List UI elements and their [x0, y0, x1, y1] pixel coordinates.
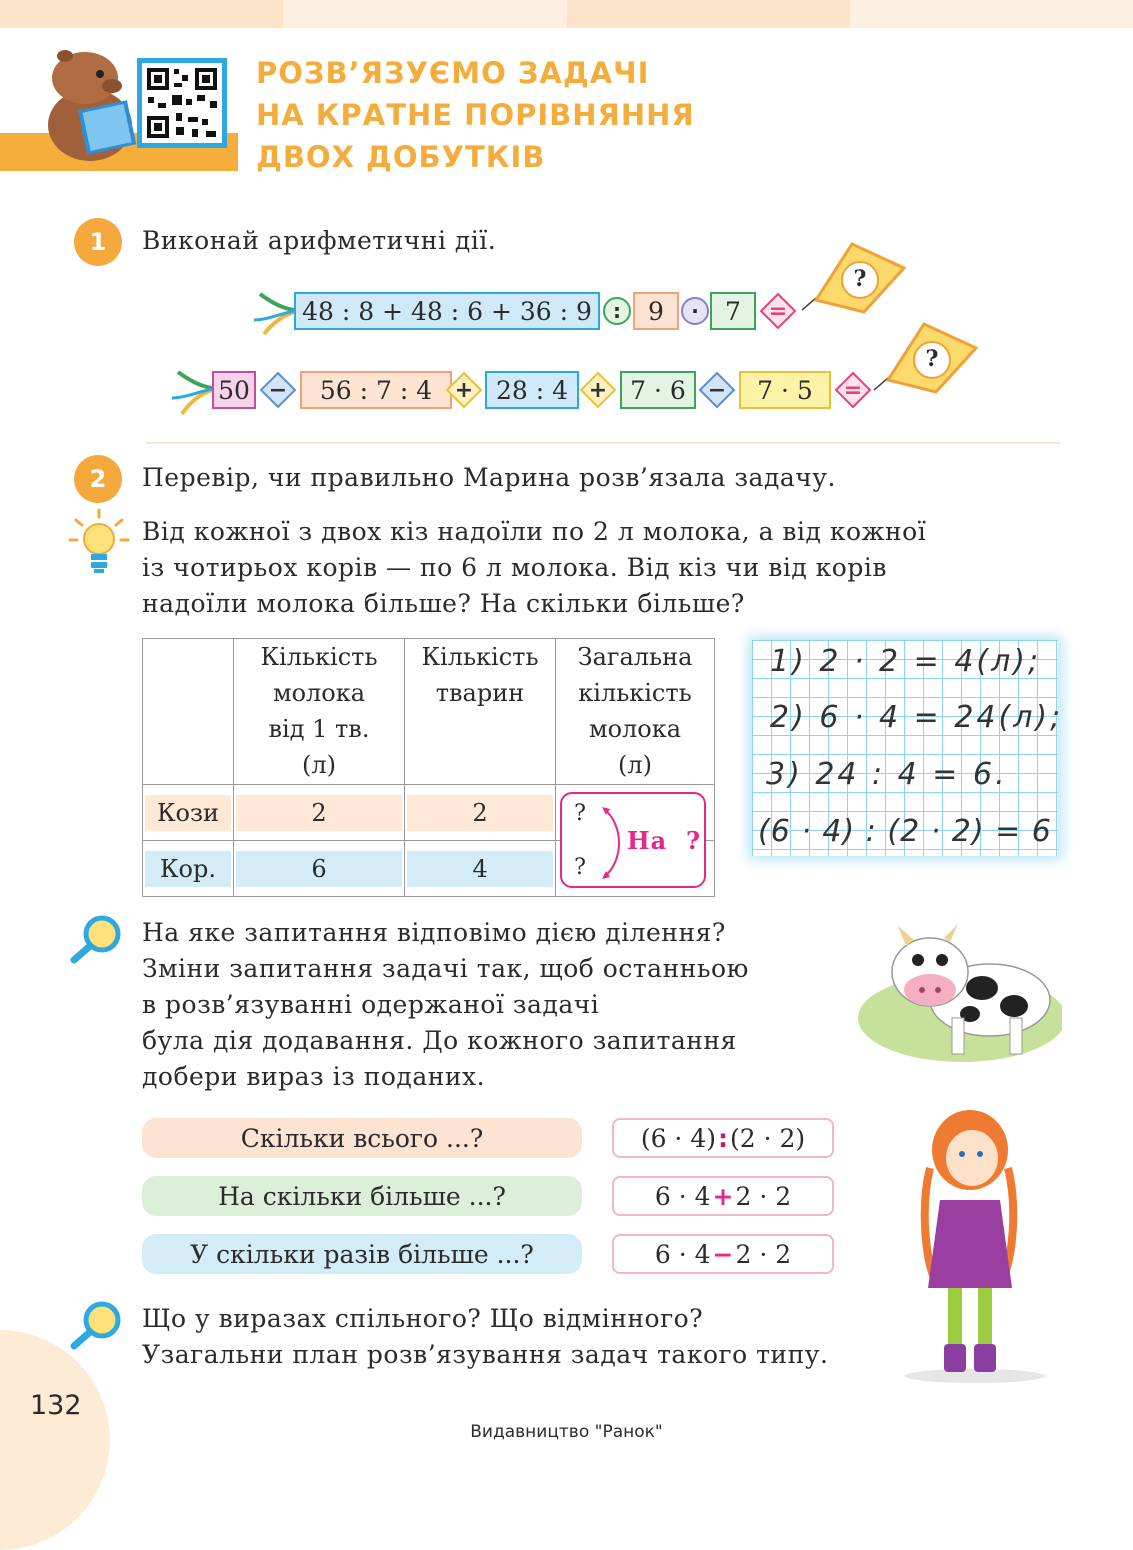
chain1-answer: ?	[853, 266, 867, 292]
chain2-expr2: 28 : 4	[485, 371, 579, 409]
capybara-icon	[40, 40, 140, 165]
qr-code-icon	[142, 63, 222, 143]
task2-instruction: Перевір, чи правильно Марина розв’язала задачу.	[142, 463, 836, 492]
girl-icon	[900, 1108, 1050, 1383]
lightbulb-icon	[68, 508, 130, 576]
bracket-arrow-icon	[598, 805, 628, 881]
chain1-op-divide: :	[603, 297, 631, 325]
option-expression-difference[interactable]: 6 · 4 − 2 · 2	[612, 1234, 834, 1274]
row-label-goats: Кози	[145, 795, 231, 831]
chain2-op-minus: −	[707, 377, 727, 403]
bracket-label: На ?	[627, 826, 702, 855]
question-line-2: Зміни запитання задачі так, щоб останньою	[142, 954, 749, 983]
solution-line-4: (6 · 4) : (2 · 2) = 6	[758, 814, 1052, 849]
option-question-ratio[interactable]: У скільки разів більше ...?	[142, 1234, 582, 1274]
divider	[146, 442, 1060, 444]
task-number-2: 2	[74, 455, 122, 503]
option-expression-ratio[interactable]: (6 · 4) : (2 · 2)	[612, 1118, 834, 1158]
problem-line-2: із чотирьох корів — по 6 л молока. Від кіз чи від корів	[142, 553, 887, 582]
cows-milk: 6	[236, 851, 402, 887]
chain2-expr4: 7 · 5	[739, 371, 831, 409]
page-title-line1: РОЗВ’ЯЗУЄМО ЗАДАЧІ	[256, 56, 650, 90]
chain2-op-plus: +	[588, 377, 608, 403]
chain2-op-plus: +	[454, 377, 474, 403]
chain2-expr3: 7 · 6	[620, 371, 696, 409]
problem-line-3: надоїли молока більше? На скільки більше?	[142, 589, 745, 618]
question-line-4: була дія додавання. До кожного запитання	[142, 1026, 737, 1055]
row-label-cows: Кор.	[145, 851, 231, 887]
top-stripe	[0, 0, 283, 28]
goats-count: 2	[407, 795, 553, 831]
final-line-2: Узагальни план розв’язування задач такого типу.	[142, 1340, 829, 1369]
cows-total: ?	[574, 854, 586, 880]
task1-instruction: Виконай арифметичні дії.	[142, 226, 497, 255]
magnifier-icon	[68, 1300, 124, 1352]
chain2-answer: ?	[925, 346, 939, 372]
publisher: Видавництво "Ранок"	[470, 1422, 663, 1442]
goats-total: ?	[574, 800, 586, 826]
page-title-line3: ДВОХ ДОБУТКІВ	[256, 140, 546, 174]
kite-tail-icon	[250, 290, 296, 336]
table-header-total: Загальна кількість молока (л)	[556, 639, 715, 785]
page-number: 132	[30, 1390, 82, 1421]
chain1-value-7: 7	[710, 292, 756, 330]
kite-tail-icon	[168, 368, 214, 416]
question-line-5: добери вираз із поданих.	[142, 1062, 486, 1091]
chain1-op-multiply: ·	[681, 297, 709, 325]
top-stripe	[850, 0, 1133, 28]
cow-icon	[852, 918, 1062, 1063]
chain1-expression: 48 : 8 + 48 : 6 + 36 : 9	[294, 292, 600, 330]
solution-line-2: 2) 6 · 4 = 24(л);	[770, 700, 1064, 735]
solution-line-1: 1) 2 · 2 = 4(л);	[770, 644, 1042, 679]
top-stripe	[567, 0, 850, 28]
goats-milk: 2	[236, 795, 402, 831]
problem-line-1: Від кожної з двох кіз надоїли по 2 л молока, а від кожної	[142, 517, 927, 546]
chain1-equals: =	[768, 298, 788, 324]
page-title-line2: НА КРАТНЕ ПОРІВНЯННЯ	[256, 98, 695, 132]
table-header-milk: Кількість молока від 1 тв. (л)	[234, 639, 405, 785]
table-header-count: Кількість тварин	[405, 639, 556, 785]
option-expression-sum[interactable]: 6 · 4 + 2 · 2	[612, 1176, 834, 1216]
task-number-1: 1	[74, 218, 122, 266]
top-stripe	[283, 0, 567, 28]
magnifier-icon	[68, 914, 124, 966]
cows-count: 4	[407, 851, 553, 887]
option-question-total[interactable]: Скільки всього ...?	[142, 1118, 582, 1158]
chain2-expr1: 56 : 7 : 4	[300, 371, 452, 409]
option-question-difference[interactable]: На скільки більше ...?	[142, 1176, 582, 1216]
chain2-start-50: 50	[212, 371, 256, 409]
question-line-3: в розв’язуванні одержаної задачі	[142, 990, 600, 1019]
solution-line-3: 3) 24 : 4 = 6.	[766, 757, 1008, 792]
chain2-op-minus: −	[268, 377, 288, 403]
chain1-value-9: 9	[633, 292, 679, 330]
chain2-equals: =	[843, 377, 863, 403]
table-header-empty	[143, 639, 234, 785]
question-line-1: На яке запитання відповімо дією ділення?	[142, 918, 726, 947]
qr-code-frame[interactable]	[137, 58, 227, 148]
final-line-1: Що у виразах спільного? Що відмінного?	[142, 1304, 704, 1333]
